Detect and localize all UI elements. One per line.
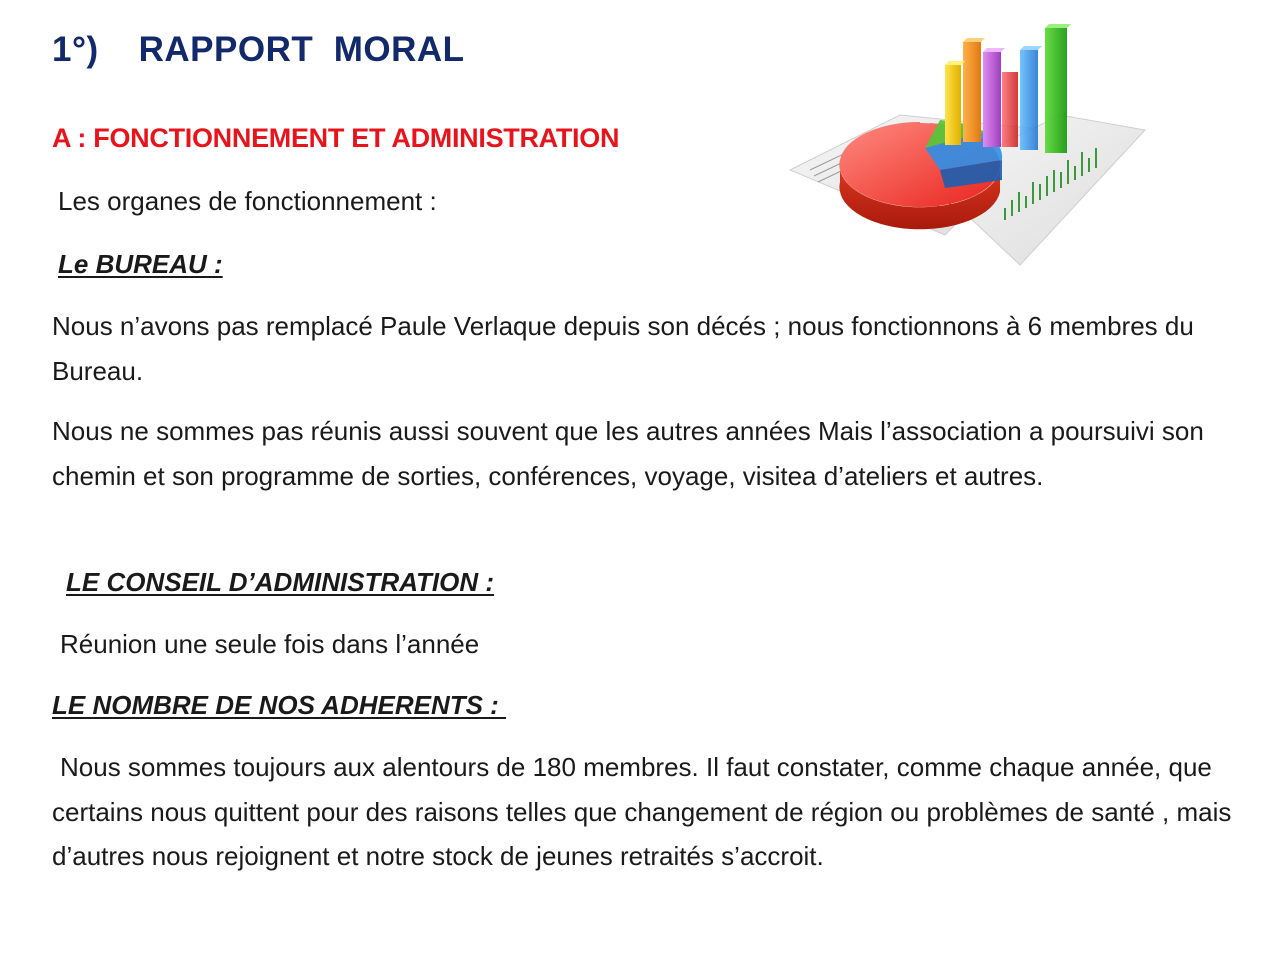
adherents-heading: LE NOMBRE DE NOS ADHERENTS : — [52, 690, 507, 720]
conseil-text: Réunion une seule fois dans l’année — [60, 629, 480, 659]
intro-text: Les organes de fonctionnement : — [58, 186, 437, 216]
adherents-paragraph: Nous sommes toujours aux alentours de 180 membres. Il faut constater, comme chaque année, que certains nous quittent pour des raisons telles que changement de région ou problèmes de santé , mais d’autres nous rejoignent et notre stock de jeunes retraités s’accroit. — [52, 752, 1232, 871]
bureau-heading: Le BUREAU : — [58, 249, 223, 279]
chart-illustration-icon — [780, 20, 1150, 275]
conseil-heading: LE CONSEIL D’ADMINISTRATION : — [66, 567, 495, 597]
bureau-paragraph-2: Nous ne sommes pas réunis aussi souvent que les autres années Mais l’association a poursuivi son chemin et son programme de sorties, conférences, voyage, visitea d’ateliers et autres. — [52, 416, 1204, 491]
page-title — [52, 30, 465, 70]
bureau-paragraph-1: Nous n’avons pas remplacé Paule Verlaque depuis son décés ; nous fonctionnons à 6 membres du Bureau. — [52, 311, 1194, 386]
title-text: RAPPORT MORAL — [138, 30, 465, 69]
section-subtitle: A : FONCTIONNEMENT ET ADMINISTRATION — [52, 123, 620, 153]
title-number: 1°) — [52, 30, 99, 69]
